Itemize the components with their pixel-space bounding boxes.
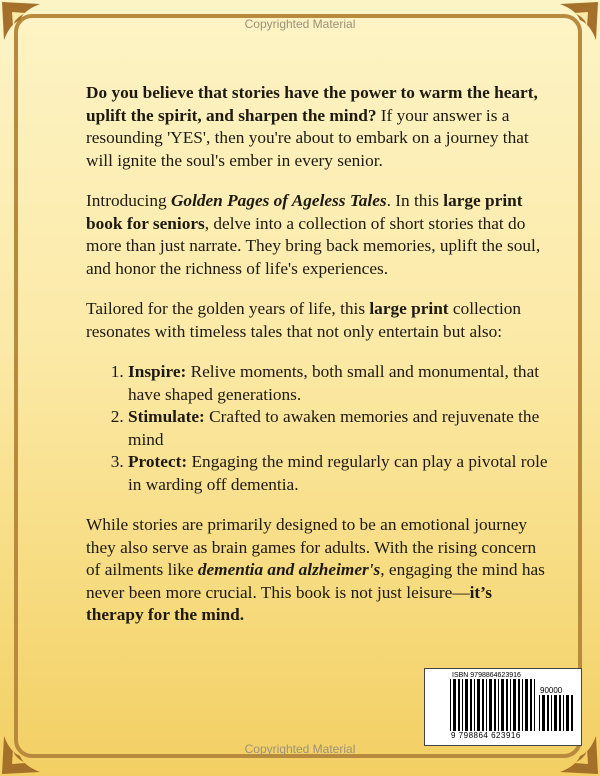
closing-paragraph [86, 514, 551, 627]
barcode-bar [462, 679, 463, 731]
isbn-digits: 9 798864 623916 [451, 731, 521, 740]
barcode-bar [518, 679, 520, 731]
list-item [128, 451, 551, 496]
tailored-paragraph [86, 298, 551, 343]
addon-barcode-bars [539, 695, 575, 733]
barcode-bar [539, 695, 540, 731]
isbn-label: ISBN 9798864623916 [452, 672, 521, 679]
closing-mid: , engaging the mind has never been more crucial. This book is not just leisure— [86, 560, 545, 602]
barcode-bar [559, 695, 561, 731]
tailored-rest: collection resonates with timeless tales that not only entertain but also: [86, 299, 522, 341]
barcode-bar [522, 679, 523, 731]
introducing-lead: Introducing [86, 191, 171, 210]
large-print-bold: large print [369, 299, 449, 318]
barcode-bar [530, 679, 532, 731]
barcode-bar [566, 695, 569, 731]
barcode-bar [498, 679, 499, 731]
watermark-top: Copyrighted Material [244, 17, 356, 31]
tailored-lead: Tailored for the golden years of life, this [86, 299, 370, 318]
barcode-bar [465, 679, 468, 731]
barcode-bar [563, 695, 564, 731]
barcode-bar [506, 679, 508, 731]
therapy-phrase: it’s therapy for the mind. [86, 582, 493, 624]
introducing-rest: , delve into a collection of short stories that do more than just narrate. They bring back memories, uplift the soul, and honor the richness of life's experiences. [86, 213, 541, 278]
benefit-label: Inspire: [128, 362, 187, 381]
back-cover-text [86, 82, 551, 645]
list-item [128, 361, 551, 406]
barcode-bar [474, 679, 475, 731]
introducing-paragraph [86, 190, 551, 280]
list-item [128, 406, 551, 451]
watermark-bottom: Copyrighted Material [244, 742, 356, 756]
barcode-bar [513, 679, 516, 731]
barcode-bar [547, 695, 549, 731]
barcode-bar [501, 679, 504, 731]
large-print-phrase: large print book for seniors [86, 191, 523, 233]
barcode-bar [494, 679, 496, 731]
barcode-bar [525, 679, 528, 731]
closing-lead: While stories are primarily designed to be an emotional journey they also serve as brain games for adults. With the rising concern of ailments like [86, 515, 537, 579]
barcode-bar [510, 679, 511, 731]
barcode-bar [486, 679, 487, 731]
benefit-text: Engaging the mind regularly can play a pivotal role in warding off dementia. [128, 452, 548, 494]
barcode-bar [571, 695, 573, 731]
dementia-phrase: dementia and alzheimer's [197, 560, 381, 579]
benefit-text: Crafted to awaken memories and rejuvenate the mind [128, 407, 540, 449]
benefit-text: Relive moments, both small and monumental, that have shaped generations. [128, 362, 540, 404]
benefits-list [86, 361, 551, 496]
intro-question: Do you believe that stories have the power to warm the heart, uplift the spirit, and sharpen the mind? [86, 83, 538, 125]
benefit-label: Stimulate: [128, 407, 205, 426]
barcode-bar [470, 679, 472, 731]
barcode-bars [450, 679, 536, 733]
barcode-bar [453, 679, 456, 731]
intro-paragraph [86, 82, 551, 172]
barcode-bar [542, 695, 545, 731]
barcode-bar [477, 679, 480, 731]
barcode-bar [534, 679, 535, 731]
barcode-bar [554, 695, 557, 731]
barcode-bar [489, 679, 492, 731]
barcode-bar [450, 679, 451, 731]
introducing-mid: . In this [386, 191, 444, 210]
isbn-barcode [424, 668, 582, 746]
book-title: Golden Pages of Ageless Tales [170, 191, 387, 210]
price-code: 90000 [540, 686, 563, 695]
intro-rest: If your answer is a resounding 'YES', then you're about to embark on a journey that will ignite the soul's ember in every senior. [86, 105, 529, 170]
barcode-bar [482, 679, 484, 731]
benefit-label: Protect: [128, 452, 188, 471]
barcode-bar [551, 695, 552, 731]
barcode-bar [458, 679, 460, 731]
